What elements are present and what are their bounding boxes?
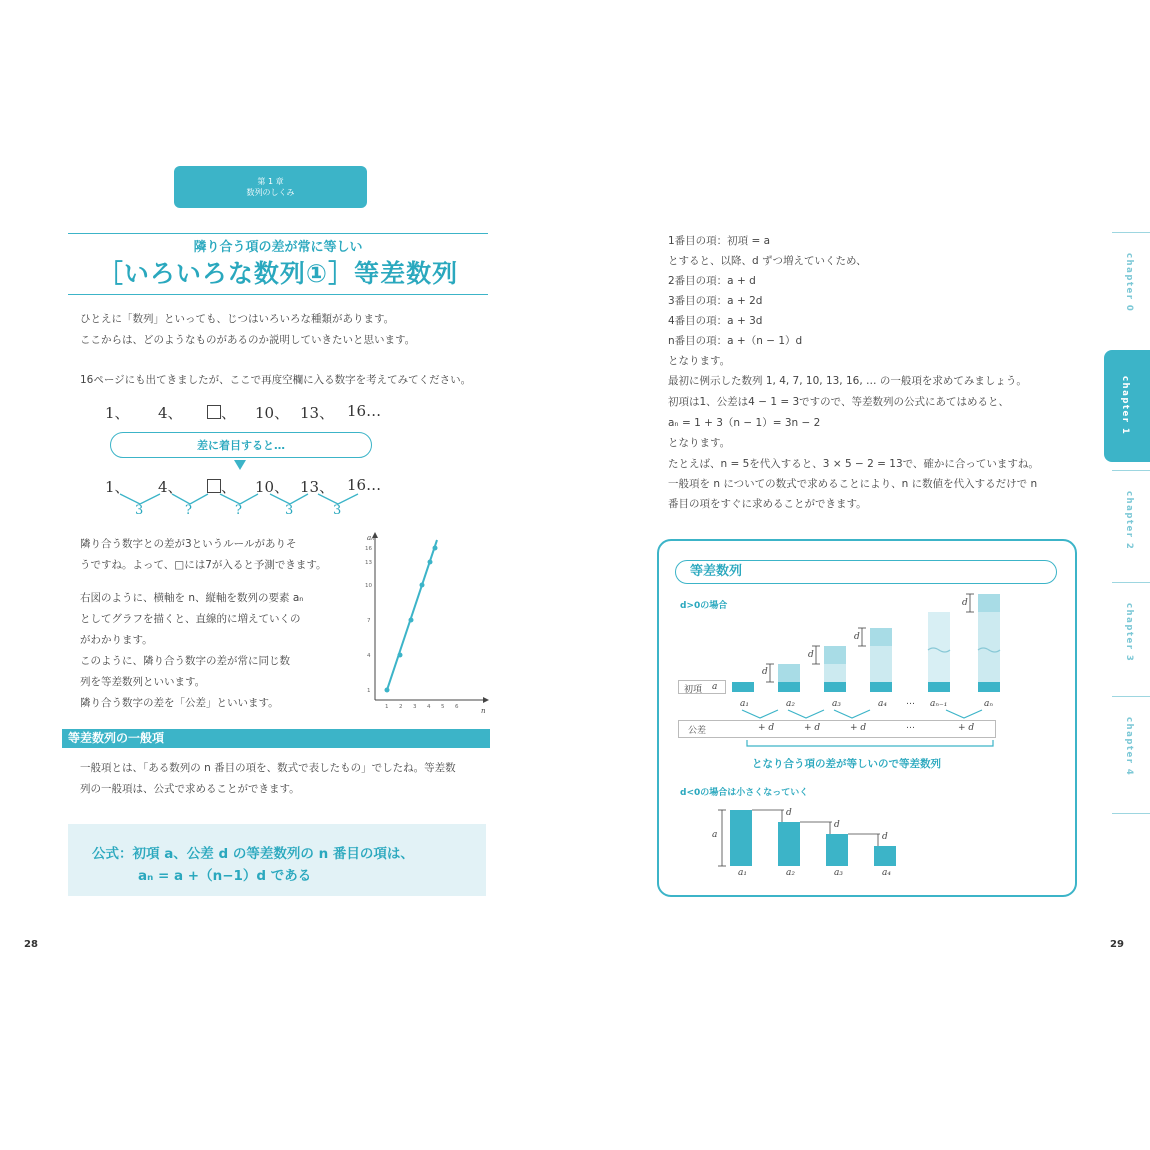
seq-term: 1、 bbox=[105, 404, 130, 422]
formula-line: 公式：初項 a、公差 d の等差数列の n 番目の項は、 bbox=[92, 846, 414, 862]
right-line: aₙ = 1 + 3（n − 1）= 3n − 2 bbox=[668, 417, 821, 429]
plus-d: + d bbox=[958, 723, 975, 733]
seq-term: 16… bbox=[347, 476, 382, 494]
body-line: このように、隣り合う数字の差が常に同じ数 bbox=[80, 655, 290, 667]
right-line: となります。 bbox=[668, 437, 731, 449]
summary-text: となり合う項の差が等しいので等差数列 bbox=[752, 758, 941, 770]
plus-d: + d bbox=[804, 723, 821, 733]
title-rule-top bbox=[68, 233, 488, 234]
term-label: a₂ bbox=[786, 868, 795, 878]
section-heading-bar: 等差数列の一般項 bbox=[62, 729, 490, 748]
body-line: 隣り合う数字の差を「公差」といいます。 bbox=[80, 697, 279, 709]
term-label: a₁ bbox=[738, 868, 747, 878]
general-line: 列の一般項は、公式で求めることができます。 bbox=[80, 783, 300, 795]
difference-value: ? bbox=[235, 503, 242, 518]
page-number-right: 29 bbox=[1110, 939, 1124, 950]
term-label: aₙ₋₁ bbox=[930, 699, 948, 709]
x-tick: 3 bbox=[413, 704, 417, 710]
formula-box bbox=[68, 824, 486, 896]
intro-line: ここからは、どのようなものがあるのか説明していきたいと思います。 bbox=[80, 334, 416, 346]
chapter-title: 数列のしくみ bbox=[246, 188, 295, 197]
seq-term: 16… bbox=[347, 402, 382, 420]
right-line: 番目の項をすぐに求めることができます。 bbox=[668, 498, 867, 510]
x-tick: 4 bbox=[427, 704, 431, 710]
y-tick: 13 bbox=[365, 560, 372, 566]
graph-point bbox=[385, 688, 390, 693]
hint-bubble: 差に着目すると… bbox=[110, 432, 372, 458]
right-line: 4番目の項：a + 3d bbox=[668, 315, 763, 327]
body-line: 隣り合う数字との差が3というルールがありそ bbox=[80, 538, 297, 550]
y-tick: 4 bbox=[367, 653, 371, 659]
graph-point bbox=[428, 560, 433, 565]
right-line: 初項は1、公差は4 − 1 = 3ですので、等差数列の公式にあてはめると、 bbox=[668, 396, 1009, 408]
side-tab-chapter-4[interactable] bbox=[1112, 696, 1150, 814]
blank-box: 、 bbox=[207, 402, 236, 423]
seq-term: 10、 bbox=[255, 478, 290, 496]
d-label: d bbox=[834, 820, 840, 830]
decreasing-bars-diagram bbox=[700, 800, 900, 870]
term-label: aₙ bbox=[984, 699, 994, 709]
sequence-row bbox=[0, 402, 500, 424]
term-label: … bbox=[906, 697, 915, 707]
body-line: 列を等差数列といいます。 bbox=[80, 676, 206, 688]
general-term-text bbox=[80, 758, 456, 800]
difference-value: 3 bbox=[285, 503, 294, 518]
side-tab-label: chapter 3 bbox=[1124, 603, 1134, 663]
side-tab-label: chapter 0 bbox=[1124, 253, 1134, 313]
term-label: a₃ bbox=[832, 699, 841, 709]
side-tab-chapter-2[interactable] bbox=[1112, 470, 1150, 571]
sequence-graph bbox=[355, 530, 490, 720]
seq-term: 4、 bbox=[158, 478, 183, 496]
right-line: 1番目の項：初項 = a bbox=[668, 235, 771, 247]
page-number-left: 28 bbox=[24, 939, 38, 950]
side-tab-chapter-1[interactable] bbox=[1104, 350, 1150, 462]
graph-y-label: aₙ bbox=[367, 534, 375, 542]
intro-text bbox=[80, 309, 415, 351]
plus-d: + d bbox=[758, 723, 775, 733]
y-tick: 10 bbox=[365, 583, 372, 589]
body-line: がわかります。 bbox=[80, 634, 153, 646]
a-label: a bbox=[712, 830, 718, 840]
intro-line: ひとえに「数列」といっても、じつはいろいろな種類があります。 bbox=[80, 313, 395, 325]
seq-term: 4、 bbox=[158, 404, 183, 422]
initial-term-label: 初項 bbox=[684, 685, 703, 695]
d-label: d bbox=[762, 667, 768, 677]
right-line: とすると、以降、d ずつ増えていくため、 bbox=[668, 255, 867, 267]
term-label: a₃ bbox=[834, 868, 843, 878]
d-label: d bbox=[854, 632, 860, 642]
summary-bracket bbox=[745, 738, 995, 752]
side-tab-chapter-0[interactable] bbox=[1112, 232, 1150, 333]
x-tick: 1 bbox=[385, 704, 389, 710]
term-label: a₄ bbox=[878, 699, 887, 709]
graph-point bbox=[398, 653, 403, 658]
graph-point bbox=[420, 583, 425, 588]
common-difference-row bbox=[678, 720, 996, 738]
x-tick: 2 bbox=[399, 704, 403, 710]
right-line: たとえば、n = 5を代入すると、3 × 5 − 2 = 13で、確かに合っていますね。 bbox=[668, 458, 1039, 470]
difference-brackets bbox=[100, 490, 400, 510]
diagram-title: 等差数列 bbox=[675, 560, 1057, 584]
y-tick: 16 bbox=[365, 546, 372, 552]
x-tick: 6 bbox=[455, 704, 459, 710]
y-tick: 1 bbox=[367, 688, 371, 694]
initial-term-box bbox=[678, 680, 726, 694]
graph-point bbox=[433, 546, 438, 551]
arrow-down-icon bbox=[230, 458, 250, 474]
graph-x-label: n bbox=[481, 707, 486, 715]
y-tick: 7 bbox=[367, 618, 371, 624]
case1-label: d>0の場合 bbox=[680, 601, 728, 611]
title-rule-bottom bbox=[68, 294, 488, 295]
right-line: 最初に例示した数列 1, 4, 7, 10, 13, 16, … の一般項を求めてみましょう。 bbox=[668, 375, 1027, 387]
side-tab-label: chapter 4 bbox=[1124, 717, 1134, 777]
right-line: n番目の項：a +（n − 1）d bbox=[668, 335, 803, 347]
chapter-tab bbox=[174, 166, 367, 208]
body-text bbox=[80, 534, 350, 714]
body-line: 右図のように、横軸を n、縦軸を数列の要素 aₙ bbox=[80, 592, 304, 604]
right-line: 3番目の項：a + 2d bbox=[668, 295, 763, 307]
general-line: 一般項とは、「ある数列の n 番目の項を、数式で表したもの」でしたね。等差数 bbox=[80, 762, 456, 774]
term-label: a₄ bbox=[882, 868, 891, 878]
d-label: d bbox=[962, 598, 968, 608]
d-label: d bbox=[808, 650, 814, 660]
initial-a-label: a bbox=[712, 682, 718, 692]
difference-value: 3 bbox=[333, 503, 342, 518]
term-label: a₂ bbox=[786, 699, 795, 709]
common-difference-label: 公差 bbox=[688, 726, 707, 736]
case2-label: d<0の場合は小さくなっていく bbox=[680, 788, 809, 798]
seq-term: 13、 bbox=[300, 404, 335, 422]
side-tab-label: chapter 1 bbox=[1120, 376, 1130, 436]
d-label: d bbox=[882, 832, 888, 842]
right-line: 一般項を n についての数式で求めることにより、n に数値を代入するだけで n bbox=[668, 478, 1038, 490]
side-tab-chapter-3[interactable] bbox=[1112, 582, 1150, 683]
body-line: うですね。よって、□には7が入ると予測できます。 bbox=[80, 559, 327, 571]
formula-line: aₙ = a +（n−1）d である bbox=[138, 868, 312, 884]
d-label: d bbox=[786, 808, 792, 818]
blank-box: 、 bbox=[207, 476, 236, 497]
plus-d: + d bbox=[850, 723, 867, 733]
seq-term: 13、 bbox=[300, 478, 335, 496]
seq-term: 1、 bbox=[105, 478, 130, 496]
difference-value: ? bbox=[185, 503, 192, 518]
dots: … bbox=[906, 721, 915, 731]
graph-point bbox=[409, 618, 414, 623]
chapter-number: 第 1 章 bbox=[257, 177, 284, 186]
section-title: ［いろいろな数列①］等差数列 bbox=[97, 259, 459, 288]
x-tick: 5 bbox=[441, 704, 445, 710]
term-label: a₁ bbox=[740, 699, 749, 709]
right-line: となります。 bbox=[668, 355, 731, 367]
spacer bbox=[80, 576, 350, 588]
body-line: としてグラフを描くと、直線的に増えていくの bbox=[80, 613, 301, 625]
question-text: 16ページにも出てきましたが、ここで再度空欄に入る数字を考えてみてください。 bbox=[80, 374, 472, 386]
difference-value: 3 bbox=[135, 503, 144, 518]
right-line: 2番目の項：a + d bbox=[668, 275, 756, 287]
seq-term: 10、 bbox=[255, 404, 290, 422]
side-tab-label: chapter 2 bbox=[1124, 491, 1134, 551]
section-subtitle: 隣り合う項の差が常に等しい bbox=[193, 240, 363, 255]
